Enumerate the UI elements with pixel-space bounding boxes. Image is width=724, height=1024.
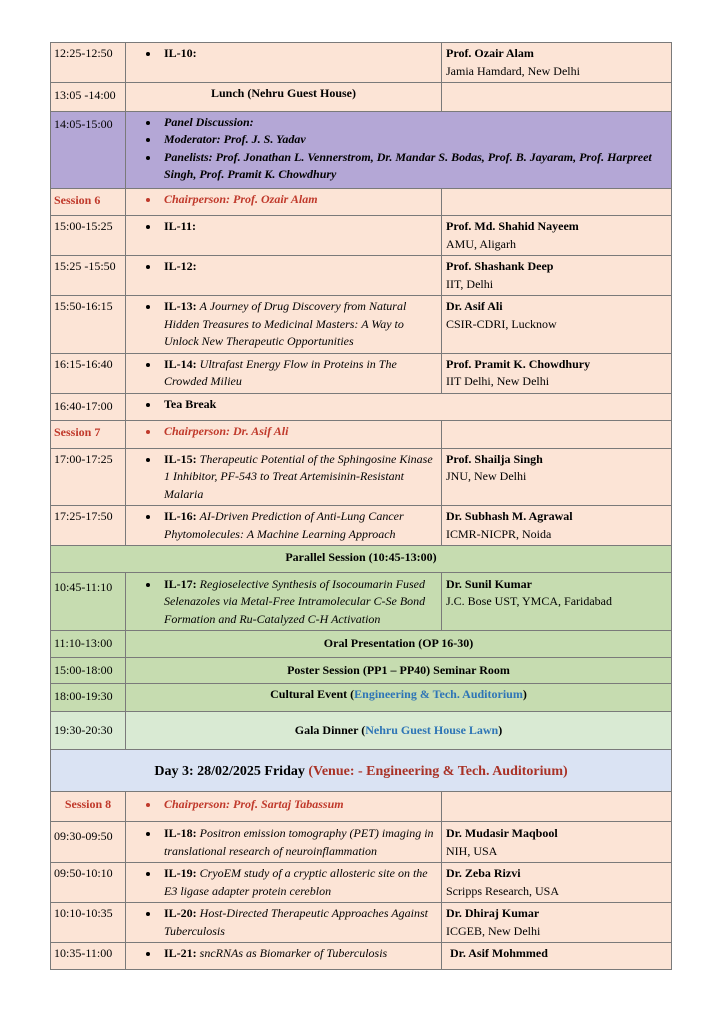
- time-cell: 14:05-15:00: [51, 111, 126, 188]
- talk-code: IL-17:: [164, 576, 197, 591]
- time-cell: 19:30-20:30: [51, 711, 126, 750]
- gala-label: Gala Dinner (: [294, 722, 366, 737]
- speaker-affiliation: CSIR-CDRI, Lucknow: [446, 316, 557, 331]
- table-row: [51, 111, 672, 188]
- talk-cell: [126, 863, 442, 903]
- speaker-name: Dr. Zeba Rizvi: [446, 866, 521, 880]
- speaker-name: Prof. Md. Shahid Nayeem: [446, 219, 579, 233]
- table-row: [51, 188, 672, 216]
- talk-code: • IL-11:: [160, 218, 437, 236]
- table-row: [51, 863, 672, 903]
- talk-cell: [126, 506, 442, 546]
- chairperson: • Chairperson: Prof. Sartaj Tabassum: [160, 796, 437, 814]
- time-cell: 17:00-17:25: [51, 448, 126, 506]
- talk-cell: [126, 903, 442, 943]
- speaker-name: Dr. Sunil Kumar: [446, 576, 532, 591]
- talk-code: IL-15:: [164, 451, 197, 466]
- talk-code: IL-20:: [164, 906, 197, 920]
- speaker-name: Dr. Dhiraj Kumar: [446, 906, 540, 920]
- speaker-cell: [442, 863, 672, 903]
- time-cell: 13:05 -14:00: [51, 83, 126, 112]
- table-row: [51, 393, 672, 421]
- talk-title: AI-Driven Prediction of Anti-Lung Cancer Phytomolecules: A Machine Learning Approach: [164, 509, 404, 541]
- talk-code: IL-21:: [164, 946, 197, 960]
- talk-cell: [126, 822, 442, 863]
- chair-cell: [126, 188, 442, 216]
- time-cell: 10:35-11:00: [51, 943, 126, 970]
- speaker-affiliation: IIT, Delhi: [446, 276, 494, 291]
- table-row: [51, 296, 672, 354]
- table-row: [51, 943, 672, 970]
- speaker-affiliation: J.C. Bose UST, YMCA, Faridabad: [446, 594, 612, 608]
- chairperson: • Chairperson: Prof. Ozair Alam: [160, 191, 437, 209]
- talk-code: • IL-10:: [160, 45, 437, 63]
- panel-cell: [126, 111, 672, 188]
- talk-code: IL-13:: [164, 299, 197, 313]
- time-cell: 10:10-10:35: [51, 903, 126, 943]
- speaker-name: Dr. Subhash M. Agrawal: [446, 509, 573, 523]
- gala-close: ): [498, 722, 503, 737]
- table-row: [51, 421, 672, 449]
- talk-code: IL-16:: [164, 509, 197, 523]
- chair-cell: [126, 421, 442, 449]
- speaker-affiliation: Jamia Hamdard, New Delhi: [446, 63, 580, 78]
- poster-label: Poster Session (PP1 – PP40) Seminar Room: [126, 657, 672, 684]
- table-row: [51, 216, 672, 256]
- table-row: [51, 791, 672, 822]
- talk-code: IL-14:: [164, 356, 197, 371]
- talk-title: sncRNAs as Biomarker of Tuberculosis: [199, 946, 388, 960]
- table-row: [51, 903, 672, 943]
- talk-code: IL-18:: [164, 826, 197, 840]
- day-venue: (Venue: - Engineering & Tech. Auditorium): [308, 764, 568, 779]
- speaker-name: Dr. Asif Ali: [446, 299, 503, 313]
- speaker-affiliation: JNU, New Delhi: [446, 469, 527, 483]
- gala-venue: Nehru Guest House Lawn: [365, 722, 499, 737]
- talk-title: Ultrafast Energy Flow in Proteins in The Crowded Milieu: [164, 356, 397, 388]
- speaker-affiliation: ICMR-NICPR, Noida: [446, 526, 552, 541]
- tea-break: • Tea Break: [160, 396, 667, 414]
- schedule-table: [50, 42, 672, 970]
- time-cell: 16:40-17:00: [51, 393, 126, 421]
- talk-title: Positron emission tomography (PET) imaging in translational research of neuroinflammation: [164, 826, 434, 858]
- table-row: [51, 546, 672, 573]
- chairperson: • Chairperson: Dr. Asif Ali: [160, 423, 437, 441]
- speaker-name: Dr. Asif Mohmmed: [450, 946, 548, 960]
- talk-cell: [126, 296, 442, 354]
- speaker-affiliation: Scripps Research, USA: [446, 883, 559, 898]
- gala-cell: [126, 711, 672, 750]
- speaker-name: Prof. Shashank Deep: [446, 259, 554, 273]
- table-row: [51, 684, 672, 712]
- table-row: [51, 657, 672, 684]
- speaker-cell: [442, 903, 672, 943]
- panel-title: • Panel Discussion:: [160, 114, 667, 132]
- table-row: [51, 750, 672, 792]
- table-row: [51, 43, 672, 83]
- parallel-heading: Parallel Session (10:45-13:00): [51, 546, 672, 573]
- time-cell: 15:25 -15:50: [51, 256, 126, 296]
- day-label: Day 3: 28/02/2025 Friday: [154, 764, 309, 779]
- cultural-venue: Engineering & Tech. Auditorium: [354, 687, 523, 701]
- empty-cell: [442, 791, 672, 822]
- speaker-name: Dr. Mudasir Maqbool: [446, 826, 558, 840]
- table-row: [51, 822, 672, 863]
- time-cell: 11:10-13:00: [51, 631, 126, 658]
- table-row: [51, 353, 672, 393]
- session-label: Session 6: [51, 188, 126, 216]
- talk-title: Regioselective Synthesis of Isocoumarin Fused Selenazoles via Metal-Free Intramolecular C-Se Bond Formation and Ru-Catalyzed C-H Activation: [164, 576, 426, 626]
- time-cell: 15:00-18:00: [51, 657, 126, 684]
- talk-cell: [126, 256, 442, 296]
- speaker-affiliation: NIH, USA: [446, 843, 498, 858]
- talk-cell: [126, 216, 442, 256]
- time-cell: 09:50-10:10: [51, 863, 126, 903]
- talk-title: A Journey of Drug Discovery from Natural Hidden Treasures to Medicinal Masters: A Way to Unlock New Therapeutic Opportunities: [164, 299, 407, 348]
- talk-code: IL-19:: [164, 866, 197, 880]
- cultural-close: ): [522, 687, 527, 701]
- table-row: [51, 572, 672, 631]
- speaker-cell: [442, 822, 672, 863]
- table-row: [51, 83, 672, 112]
- cultural-cell: [126, 684, 672, 712]
- speaker-name: Prof. Ozair Alam: [446, 46, 534, 60]
- talk-cell: [126, 353, 442, 393]
- talk-cell: [126, 43, 442, 83]
- tea-cell: [126, 393, 672, 421]
- talk-cell: [126, 572, 442, 631]
- time-cell: 15:00-15:25: [51, 216, 126, 256]
- talk-cell: [126, 448, 442, 506]
- speaker-name: Prof. Shailja Singh: [446, 451, 543, 466]
- speaker-affiliation: ICGEB, New Delhi: [446, 923, 541, 938]
- table-row: [51, 631, 672, 658]
- table-row: [51, 506, 672, 546]
- time-cell: 15:50-16:15: [51, 296, 126, 354]
- empty-cell: [442, 83, 672, 112]
- speaker-cell: [442, 216, 672, 256]
- talk-code: • IL-12:: [160, 258, 437, 276]
- empty-cell: [442, 188, 672, 216]
- time-cell: 16:15-16:40: [51, 353, 126, 393]
- talk-title: Therapeutic Potential of the Sphingosine Kinase 1 Inhibitor, PF-543 to Treat Artemisinin-Resistant Malaria: [164, 451, 433, 501]
- talk-title: Host-Directed Therapeutic Approaches Against Tuberculosis: [164, 906, 428, 938]
- cultural-label: Cultural Event (: [270, 687, 355, 701]
- time-cell: 10:45-11:10: [51, 572, 126, 631]
- empty-cell: [442, 421, 672, 449]
- speaker-cell: [442, 572, 672, 631]
- time-cell: 09:30-09:50: [51, 822, 126, 863]
- speaker-affiliation: AMU, Aligarh: [446, 236, 516, 251]
- table-row: [51, 711, 672, 750]
- speaker-cell: [442, 353, 672, 393]
- oral-label: Oral Presentation (OP 16-30): [126, 631, 672, 658]
- speaker-cell: [442, 43, 672, 83]
- speaker-cell: [442, 296, 672, 354]
- talk-cell: [126, 943, 442, 970]
- speaker-cell: [442, 448, 672, 506]
- time-cell: 17:25-17:50: [51, 506, 126, 546]
- panel-moderator: • Moderator: Prof. J. S. Yadav: [160, 131, 667, 149]
- panel-panelists: • Panelists: Prof. Jonathan L. Vennerstrom, Dr. Mandar S. Bodas, Prof. B. Jayaram, Prof. Harpreet Singh, Prof. Pramit K. Chowdhury: [160, 149, 667, 184]
- table-row: [51, 256, 672, 296]
- time-cell: 12:25-12:50: [51, 43, 126, 83]
- speaker-cell: [442, 506, 672, 546]
- speaker-affiliation: IIT Delhi, New Delhi: [446, 374, 550, 388]
- chair-cell: [126, 791, 442, 822]
- session-label: Session 7: [51, 421, 126, 449]
- speaker-cell: [442, 256, 672, 296]
- speaker-name: Prof. Pramit K. Chowdhury: [446, 356, 591, 371]
- lunch-label: Lunch (Nehru Guest House): [126, 83, 442, 112]
- day-heading: [51, 750, 672, 792]
- talk-title: CryoEM study of a cryptic allosteric site on the E3 ligase adapter protein cereblon: [164, 866, 428, 898]
- speaker-cell: [442, 943, 672, 970]
- session-label: Session 8: [51, 791, 126, 822]
- time-cell: 18:00-19:30: [51, 684, 126, 712]
- table-row: [51, 448, 672, 506]
